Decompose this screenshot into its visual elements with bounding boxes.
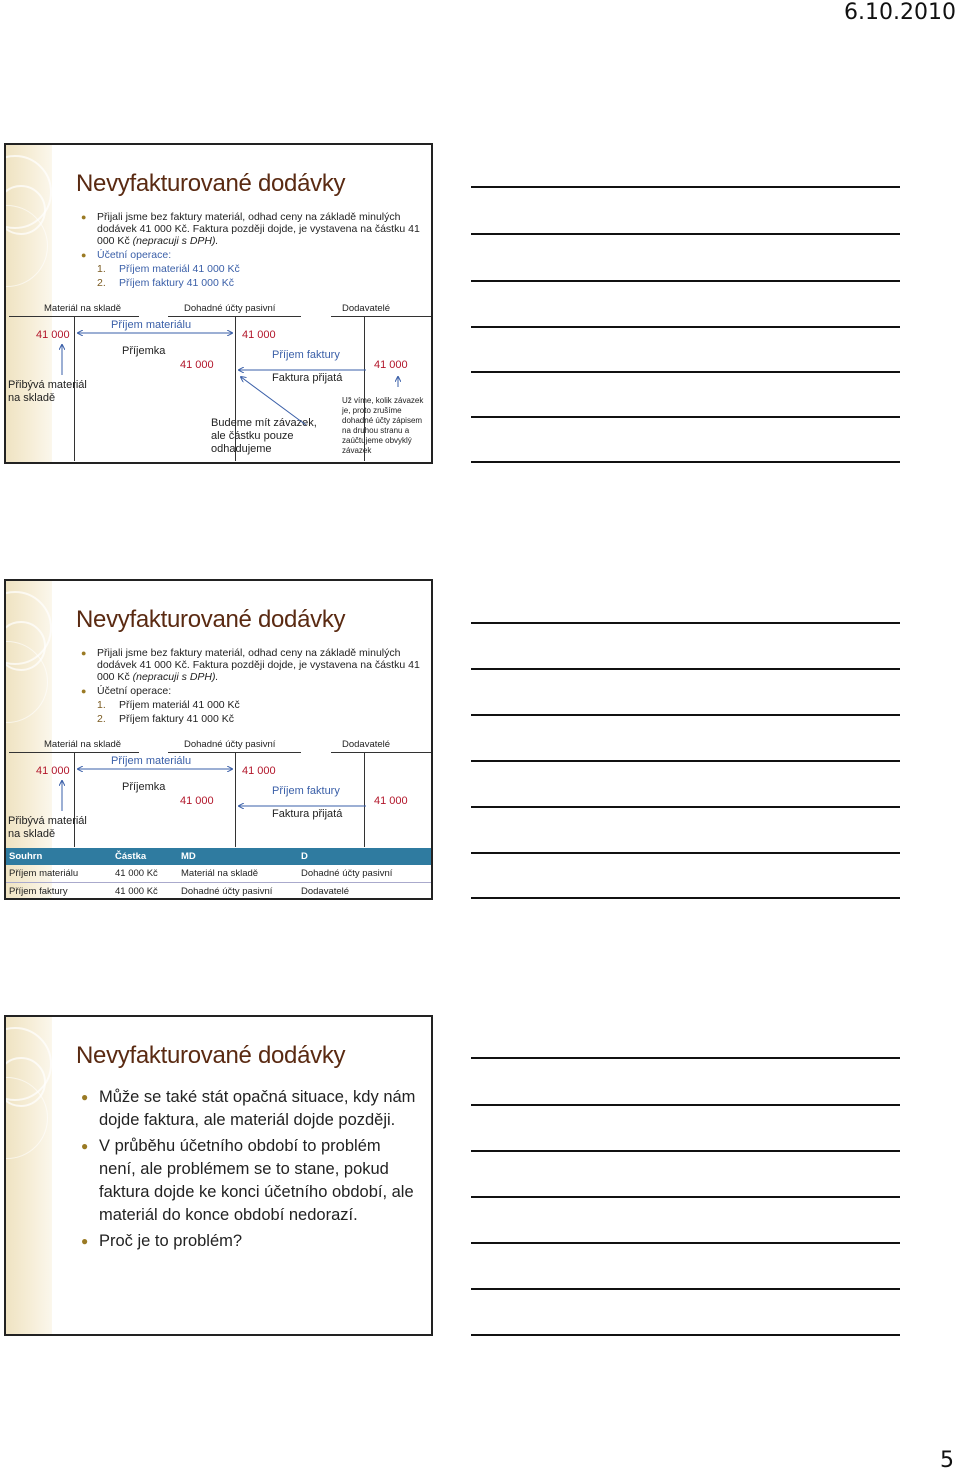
amount: 41 000 [180, 359, 214, 371]
note-line [471, 1057, 900, 1059]
table-header: Souhrn [6, 848, 112, 865]
bullet-item: ● Účetní operace: [81, 685, 172, 697]
note-line [471, 416, 900, 418]
note-line [471, 897, 900, 899]
amount: 41 000 [180, 795, 214, 807]
account-label: Materiál na skladě [44, 303, 122, 314]
note-line [471, 668, 900, 670]
amount: 41 000 [36, 765, 70, 777]
note-line [471, 233, 900, 235]
table-header: Částka [112, 848, 178, 865]
side-note: Už víme, kolik závazek je, proto zrušíme dohadné účty zápisem na druhou stranu a zaúčtujeme obvyklý závazek [342, 396, 424, 455]
note-line [471, 1288, 900, 1290]
annotation: Přibývá materiál na skladě [8, 379, 87, 404]
numbered-item: 1. Příjem materiál 41 000 Kč [97, 263, 240, 275]
table-cell: Dohadné účty pasivní [298, 865, 431, 883]
account-label: Dohadné účty pasivní [184, 739, 276, 750]
table-cell: Příjem materiálu [6, 865, 112, 883]
numbered-item: 2. Příjem faktury 41 000 Kč [97, 277, 234, 289]
note-line [471, 280, 900, 282]
diagram-arrows [6, 145, 431, 462]
note-line [471, 1104, 900, 1106]
table-cell: 41 000 Kč [112, 865, 178, 883]
bullet-list [81, 1086, 421, 1256]
bullet-item: ● V průběhu účetního období to problém není, ale problémem se to stane, pokud faktura dojde ke konci účetního období, ale materiál do konce období nedorazí. [81, 1137, 414, 1224]
page-number: 5 [940, 1448, 954, 1473]
numbered-item: 2. Příjem faktury 41 000 Kč [97, 713, 234, 725]
operation-label: Příjem materiálu [111, 755, 192, 767]
table-row [6, 865, 431, 883]
table-cell: Dodavatelé [298, 883, 431, 901]
slide-title: Nevyfakturované dodávky [76, 606, 346, 633]
amount: 41 000 [374, 359, 408, 371]
note-line [471, 1334, 900, 1336]
amount: 41 000 [36, 329, 70, 341]
operation-label: Příjem faktury [272, 349, 340, 361]
bullet-icon: ● [81, 648, 87, 658]
account-label: Dodavatelé [342, 303, 391, 314]
bullet-item: ● Přijali jsme bez faktury materiál, odhad ceny na základě minulých dodávek 41 000 Kč. Faktura později dojde, je vystavena na částku 41 000 Kč (nepracuji s DPH). [81, 647, 420, 683]
amount: 41 000 [242, 329, 276, 341]
account-label: Dodavatelé [342, 739, 391, 750]
slide-title: Nevyfakturované dodávky [76, 170, 346, 197]
bullet-icon: ● [81, 212, 87, 222]
note-line [471, 461, 900, 463]
note-line [471, 326, 900, 328]
slide-title: Nevyfakturované dodávky [76, 1042, 346, 1069]
bullet-icon: ● [81, 1139, 89, 1153]
numbered-item: 1. Příjem materiál 41 000 Kč [97, 699, 240, 711]
operation-label: Příjem faktury [272, 785, 340, 797]
table-header: D [298, 848, 431, 865]
document-label: Faktura přijatá [272, 808, 343, 820]
document-label: Příjemka [122, 781, 166, 793]
note-line [471, 760, 900, 762]
account-label: Dohadné účty pasivní [184, 303, 276, 314]
amount: 41 000 [374, 795, 408, 807]
document-label: Faktura přijatá [272, 372, 343, 384]
bullet-icon: ● [81, 686, 87, 696]
slide-1 [4, 143, 433, 464]
table-cell: Materiál na skladě [178, 865, 298, 883]
table-cell: Příjem faktury [6, 883, 112, 901]
note-line [471, 371, 900, 373]
operation-label: Příjem materiálu [111, 319, 192, 331]
note-line [471, 1196, 900, 1198]
note-line [471, 852, 900, 854]
account-label: Materiál na skladě [44, 739, 122, 750]
bullet-item: ● Účetní operace: [81, 249, 172, 261]
table-header: MD [178, 848, 298, 865]
annotation: Přibývá materiál na skladě [8, 815, 87, 840]
note-line [471, 1242, 900, 1244]
document-label: Příjemka [122, 345, 166, 357]
amount: 41 000 [242, 765, 276, 777]
bullet-item: ● Proč je to problém? [81, 1230, 421, 1253]
note-line [471, 186, 900, 188]
note-line [471, 714, 900, 716]
slide-decoration [6, 1017, 52, 1334]
summary-table [6, 848, 431, 900]
table-row [6, 883, 431, 901]
bullet-icon: ● [81, 1234, 89, 1248]
note-line [471, 622, 900, 624]
table-cell: 41 000 Kč [112, 883, 178, 901]
slide-3 [4, 1015, 433, 1336]
table-header-row [6, 848, 431, 865]
table-cell: Dohadné účty pasivní [178, 883, 298, 901]
header-date: 6.10.2010 [844, 0, 956, 25]
slide-2 [4, 579, 433, 900]
note-line [471, 806, 900, 808]
bullet-icon: ● [81, 1090, 89, 1104]
note-line [471, 1150, 900, 1152]
bullet-icon: ● [81, 250, 87, 260]
bullet-item: ● Přijali jsme bez faktury materiál, odhad ceny na základě minulých dodávek 41 000 Kč. Faktura později dojde, je vystavena na částku 41 000 Kč (nepracuji s DPH). [81, 211, 420, 247]
annotation: Budeme mít závazek, ale částku pouze odhadujeme [211, 417, 317, 455]
bullet-item: ● Může se také stát opačná situace, kdy nám dojde faktura, ale materiál dojde později. [81, 1088, 416, 1129]
